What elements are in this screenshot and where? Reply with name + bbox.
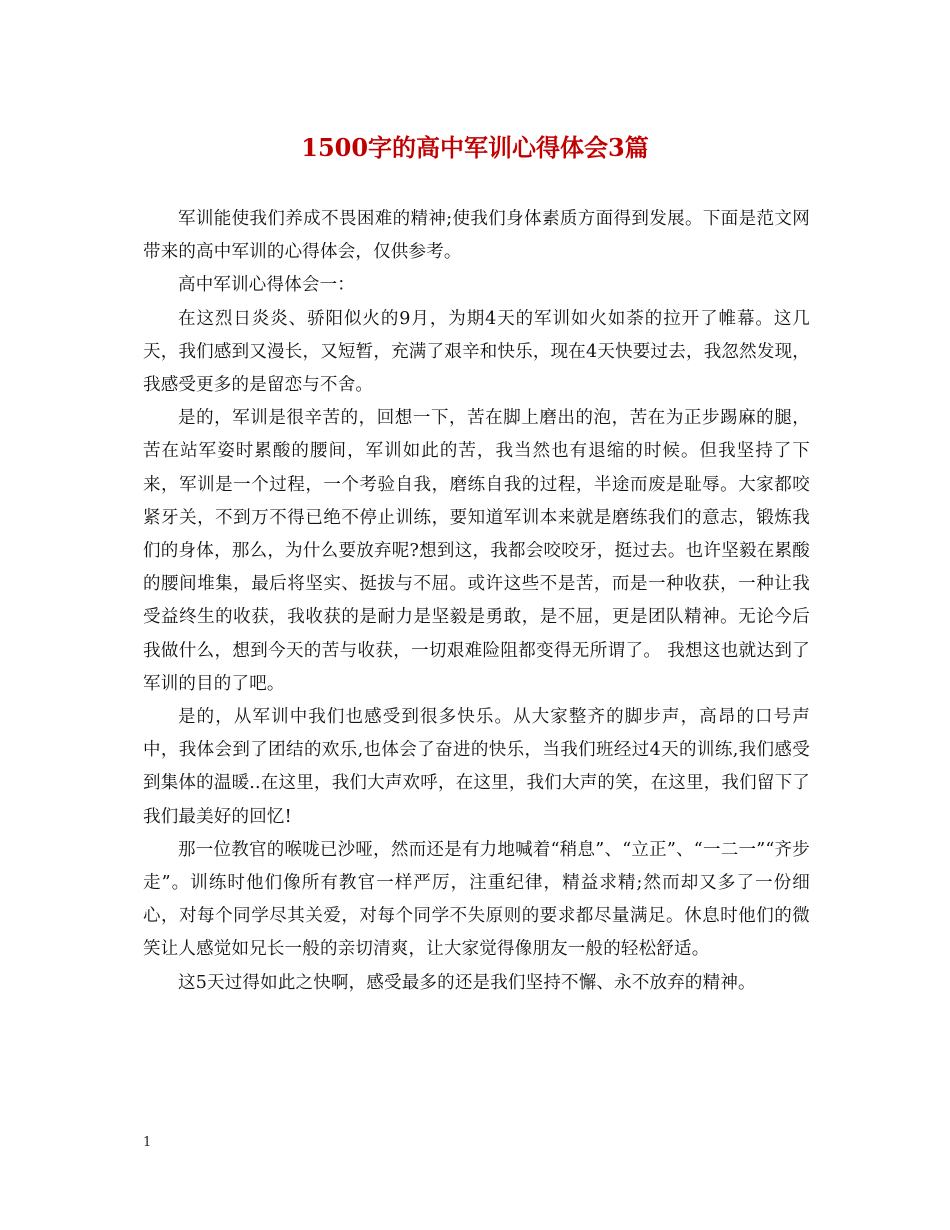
document-title: 1500字的高中军训心得体会3篇	[301, 133, 649, 162]
page-number: 1	[143, 1135, 152, 1150]
paragraph: 是的，从军训中我们也感受到很多快乐。从大家整齐的脚步声，高昂的口号声中，我体会到了团结的欢乐,也体会了奋进的快乐，当我们班经过4天的训练,我们感受到集体的温暖..在这里，我们大声欢呼，在这里，我们大声的笑，在这里，我们留下了我们最美好的回忆!	[143, 707, 810, 827]
document-body	[143, 203, 810, 1000]
paragraph-intro: 军训能使我们养成不畏困难的精神;使我们身体素质方面得到发展。下面是范文网带来的高中军训的心得体会，仅供参考。	[143, 209, 810, 263]
paragraph: 是的，军训是很辛苦的，回想一下，苦在脚上磨出的泡，苦在为正步踢麻的腿，苦在站军姿时累酸的腰间，军训如此的苦，我当然也有退缩的时候。但我坚持了下来，军训是一个过程，一个考验自我，磨练自我的过程，半途而废是耻辱。大家都咬紧牙关，不到万不得已绝不停止训练，要知道军训本来就是磨练我们的意志，锻炼我们的身体，那么，为什么要放弃呢?想到这，我都会咬咬牙，挺过去。也许坚毅在累酸的腰间堆集，最后将坚实、挺拔与不屈。或许这些不是苦，而是一种收获，一种让我受益终生的收获，我收获的是耐力是坚毅是勇敢，是不屈，更是团队精神。无论今后我做什么，想到今天的苦与收获，一切艰难险阻都变得无所谓了。 我想这也就达到了军训的目的了吧。	[143, 408, 810, 694]
paragraph: 在这烈日炎炎、骄阳似火的9月，为期4天的军训如火如荼的拉开了帷幕。这几天，我们感到又漫长，又短暂，充满了艰辛和快乐，现在4天快要过去，我忽然发现，我感受更多的是留恋与不舍。	[143, 308, 810, 396]
paragraph: 那一位教官的喉咙已沙哑，然而还是有力地喊着“稍息”、“立正”、“一二一”“齐步走”。训练时他们像所有教官一样严厉，注重纪律，精益求精;然而却又多了一份细心，对每个同学尽其关爱，对每个同学不失原则的要求都尽量满足。休息时他们的微笑让人感觉如兄长一般的亲切清爽，让大家觉得像朋友一般的轻松舒适。	[143, 839, 810, 960]
paragraph: 这5天过得如此之快啊，感受最多的还是我们坚持不懈、永不放弃的精神。	[178, 972, 756, 993]
section-heading: 高中军训心得体会一：	[178, 275, 355, 296]
